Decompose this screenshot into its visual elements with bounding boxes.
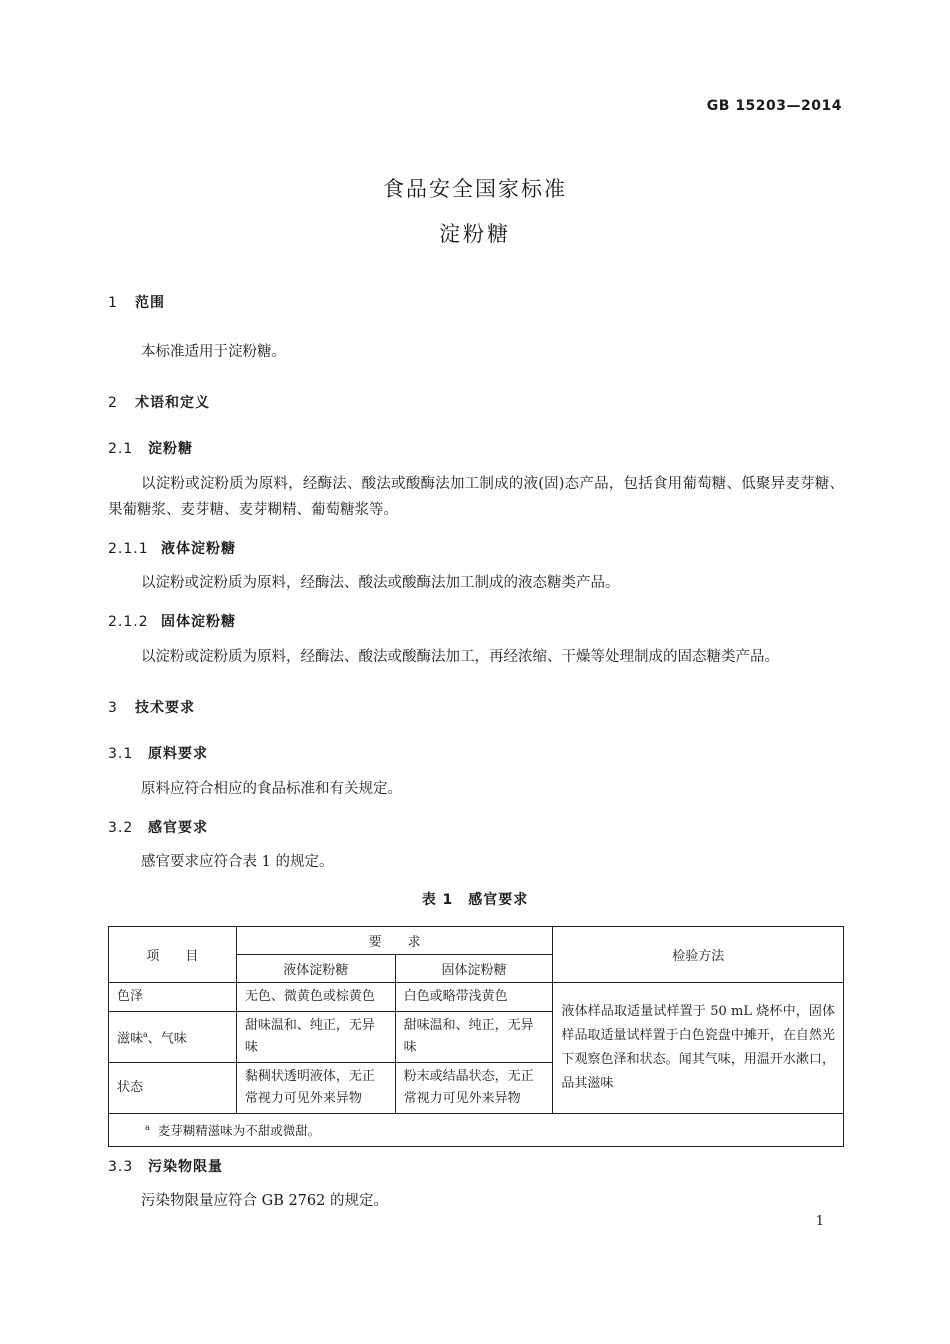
section-title: 技术要求 <box>135 700 195 716</box>
section-number: 3 <box>108 700 118 716</box>
row-solid-color: 白色或略带浅黄色 <box>395 983 553 1012</box>
section-title: 原料要求 <box>148 746 208 762</box>
row-item-taste-smell <box>109 1012 237 1063</box>
section-number: 3.3 <box>108 1159 134 1175</box>
table-header-row <box>109 927 844 955</box>
section-2-1-1-text: 以淀粉或淀粉质为原料，经酶法、酸法或酸酶法加工制成的液态糖类产品。 <box>141 575 620 591</box>
standard-code: GB 15203—2014 <box>706 98 842 114</box>
table-footnote-row <box>109 1114 844 1147</box>
row-liquid-color: 无色、微黄色或棕黄色 <box>236 983 395 1012</box>
section-number: 2.1 <box>108 441 134 457</box>
row-solid-state: 粉末或结晶状态，无正常视力可见外来异物 <box>395 1063 553 1114</box>
section-2-heading <box>108 392 210 412</box>
section-2-1-2-text: 以淀粉或淀粉质为原料，经酶法、酸法或酸酶法加工，再经浓缩、干燥等处理制成的固态糖类产品。 <box>141 649 779 665</box>
header-method: 检验方法 <box>553 927 844 983</box>
section-3-2-heading <box>108 817 208 837</box>
section-title: 感官要求 <box>148 820 208 836</box>
section-number: 1 <box>108 295 118 311</box>
sensory-requirements-table <box>108 926 844 1147</box>
item-text-tail: 、气味 <box>147 1031 187 1047</box>
section-3-1-text: 原料应符合相应的食品标准和有关规定。 <box>141 781 402 797</box>
section-1-text: 本标准适用于淀粉糖。 <box>141 344 286 360</box>
header-item: 项 目 <box>109 927 237 983</box>
section-number: 2.1.1 <box>108 541 149 557</box>
section-3-heading <box>108 697 195 717</box>
inspection-method: 液体样品取适量试样置于 50 mL 烧杯中，固体样品取适量试样置于白色瓷盘中摊开，在自然光下观察色泽和状态。闻其气味，用温开水漱口，品其滋味 <box>553 983 844 1114</box>
header-solid: 固体淀粉糖 <box>395 955 553 983</box>
row-liquid-state: 黏稠状透明液体，无正常视力可见外来异物 <box>236 1063 395 1114</box>
section-2-1-heading <box>108 438 193 458</box>
section-title: 液体淀粉糖 <box>161 541 236 557</box>
page-number: 1 <box>815 1214 824 1229</box>
row-item-color: 色泽 <box>109 983 237 1012</box>
header-liquid: 液体淀粉糖 <box>236 955 395 983</box>
section-title: 淀粉糖 <box>148 441 193 457</box>
row-item-state: 状态 <box>109 1063 237 1114</box>
section-title: 固体淀粉糖 <box>161 614 236 630</box>
section-number: 3.1 <box>108 746 134 762</box>
section-number: 2 <box>108 395 118 411</box>
row-liquid-taste: 甜味温和、纯正，无异味 <box>236 1012 395 1063</box>
section-1-heading <box>108 292 165 312</box>
table-footnote <box>109 1114 844 1147</box>
item-text: 滋味 <box>117 1031 144 1047</box>
section-title: 范围 <box>135 295 165 311</box>
document-subtitle: 淀粉糖 <box>439 222 511 246</box>
table-caption: 表 1 感官要求 <box>421 892 529 908</box>
section-title: 术语和定义 <box>135 395 210 411</box>
header-requirement: 要 求 <box>236 927 553 955</box>
row-solid-taste: 甜味温和、纯正，无异味 <box>395 1012 553 1063</box>
section-2-1-1-heading <box>108 538 236 558</box>
section-2-1-2-heading <box>108 611 236 631</box>
section-3-3-text: 污染物限量应符合 GB 2762 的规定。 <box>141 1193 388 1209</box>
footnote-marker: a <box>145 1123 150 1133</box>
section-number: 2.1.2 <box>108 614 149 630</box>
document-title: 食品安全国家标准 <box>383 177 567 201</box>
section-3-3-heading <box>108 1156 223 1176</box>
section-number: 3.2 <box>108 820 134 836</box>
section-3-2-text: 感官要求应符合表 1 的规定。 <box>141 854 334 870</box>
footnote-marker: a <box>143 1029 148 1039</box>
section-2-1-text: 以淀粉或淀粉质为原料，经酶法、酸法或酸酶法加工制成的液(固)态产品，包括食用葡萄糖、低聚异麦芽糖、果葡糖浆、麦芽糖、麦芽糊精、葡萄糖浆等。 <box>108 476 844 518</box>
table-row <box>109 983 844 1012</box>
section-3-1-heading <box>108 743 208 763</box>
section-title: 污染物限量 <box>148 1159 223 1175</box>
footnote-text: 麦芽糊精滋味为不甜或微甜。 <box>157 1123 321 1139</box>
